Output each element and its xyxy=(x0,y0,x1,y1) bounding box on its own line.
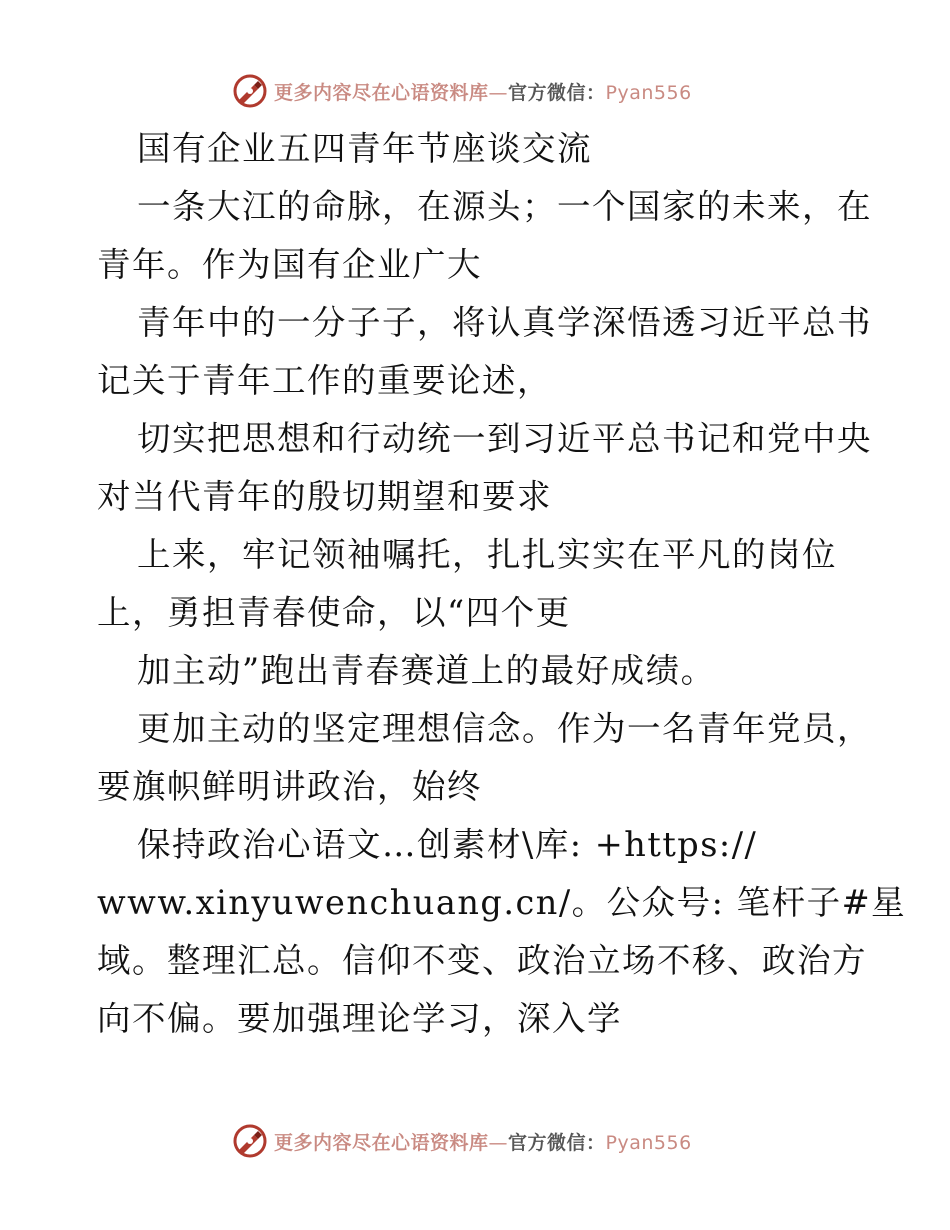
paragraph-line: 对当代青年的殷切期望和要求 xyxy=(97,477,552,516)
header-banner xyxy=(232,71,712,111)
paragraph-line: 要旗帜鲜明讲政治，始终 xyxy=(97,767,482,806)
footer-banner xyxy=(232,1121,712,1161)
paragraph-line: 切实把思想和行动统一到习近平总书记和党中央 xyxy=(137,419,872,458)
footer-site-text: 更多内容尽在心语资料库 xyxy=(274,1131,489,1154)
paragraph-line: 上来，牢记领袖嘱托，扎扎实实在平凡的岗位 xyxy=(137,535,837,574)
paragraph-line: 向不偏。要加强理论学习，深入学 xyxy=(97,999,622,1038)
header-official-text: 官方微信 xyxy=(508,81,587,104)
footer-wechat-handle: Pyan556 xyxy=(605,1131,692,1154)
pen-circle-logo-icon xyxy=(232,73,268,109)
header-site-text: 更多内容尽在心语资料库 xyxy=(274,81,489,104)
footer-official-text: 官方微信 xyxy=(508,1131,587,1154)
footer-dash: — xyxy=(488,1131,509,1154)
paragraph-line: 更加主动的坚定理想信念。作为一名青年党员， xyxy=(137,709,872,748)
paragraph-line: 加主动”跑出青春赛道上的最好成绩。 xyxy=(137,651,716,690)
document-title: 国有企业五四青年节座谈交流 xyxy=(137,129,592,168)
paragraph-line: 保持政治心语文…创素材\库: +https:// xyxy=(137,825,758,864)
paragraph-line: www.xinyuwenchuang.cn/。公众号: 笔杆子#星 xyxy=(97,883,907,922)
header-wechat-handle: Pyan556 xyxy=(605,81,692,104)
header-colon: ： xyxy=(586,81,606,104)
paragraph-line: 一条大江的命脉，在源头；一个国家的未来，在 xyxy=(137,187,872,226)
footer-colon: ： xyxy=(586,1131,606,1154)
pen-circle-logo-icon xyxy=(232,1123,268,1159)
footer-text xyxy=(274,1128,692,1155)
header-dash: — xyxy=(488,81,509,104)
paragraph-line: 青年中的一分子子，将认真学深悟透习近平总书 xyxy=(137,303,872,342)
paragraph-line: 青年。作为国有企业广大 xyxy=(97,245,482,284)
paragraph-line: 域。整理汇总。信仰不变、政治立场不移、政治方 xyxy=(97,941,867,980)
paragraph-line: 上，勇担青春使命，以“四个更 xyxy=(97,593,571,632)
header-text xyxy=(274,78,692,105)
paragraph-line: 记关于青年工作的重要论述， xyxy=(97,361,552,400)
